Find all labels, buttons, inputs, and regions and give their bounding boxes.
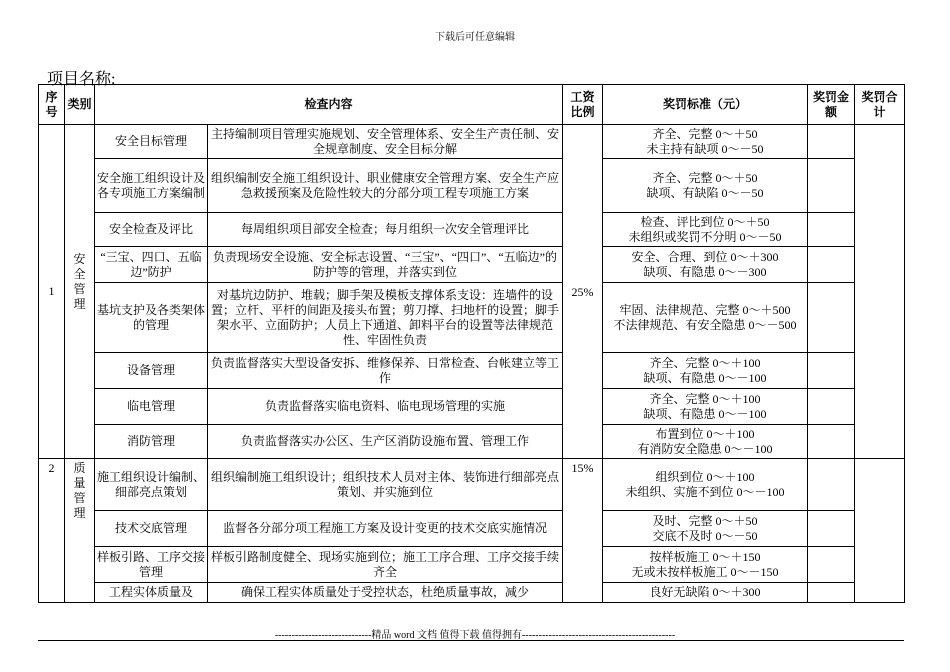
- header-ratio: 工资比例: [563, 85, 603, 125]
- item-cell: 临电管理: [95, 389, 208, 425]
- standard-cell: 安全、合理、到位 0～＋300 缺项、有隐患 0～－300: [603, 247, 808, 283]
- amount-cell: [808, 125, 855, 159]
- standard-cell: 及时、完整 0～＋50 交底不及时 0～－50: [603, 511, 808, 547]
- amount-cell: [808, 547, 855, 583]
- item-cell: 设备管理: [95, 353, 208, 389]
- standard-cell: 齐全、完整 0～＋50 缺项、有缺陷 0～－50: [603, 159, 808, 213]
- amount-cell: [808, 353, 855, 389]
- item-cell: 安全目标管理: [95, 125, 208, 159]
- standard-cell: 良好无缺陷 0～＋300: [603, 583, 808, 603]
- total-cell: [855, 459, 905, 603]
- table-row: [39, 353, 905, 389]
- table-row: [39, 125, 905, 159]
- content-cell: 样板引路制度健全、现场实施到位；施工工序合理、工序交接手续齐全: [208, 547, 563, 583]
- content-cell: 负责现场安全设施、安全标志设置、“三宝”、“四口”、“五临边”的防护等的管理，并落实到位: [208, 247, 563, 283]
- seq-cell: 1: [39, 125, 65, 459]
- content-cell: 负责监督落实临电资料、临电现场管理的实施: [208, 389, 563, 425]
- inspection-table: [38, 84, 905, 603]
- item-cell: 技术交底管理: [95, 511, 208, 547]
- item-cell: 工程实体质量及: [95, 583, 208, 603]
- item-cell: “三宝、四口、五临边”防护: [95, 247, 208, 283]
- header-seq: 序号: [39, 85, 65, 125]
- amount-cell: [808, 159, 855, 213]
- header-amount: 奖罚金额: [808, 85, 855, 125]
- content-cell: 每周组织项目部安全检查；每月组织一次安全管理评比: [208, 213, 563, 247]
- header-content: 检查内容: [95, 85, 563, 125]
- table-row: [39, 283, 905, 353]
- header-row: [39, 85, 905, 125]
- content-cell: 组织编制安全施工组织设计、职业健康安全管理方案、安全生产应急救援预案及危险性较大的分部分项工程专项施工方案: [208, 159, 563, 213]
- item-cell: 样板引路、工序交接管理: [95, 547, 208, 583]
- standard-cell: 齐全、完整 0～＋50 未主持有缺项 0～－50: [603, 125, 808, 159]
- table-row: [39, 511, 905, 547]
- table-row: [39, 583, 905, 603]
- table-row: [39, 459, 905, 511]
- standard-cell: 牢固、法律规范、完整 0～＋500 不法律规范、有安全隐患 0～－500: [603, 283, 808, 353]
- standard-cell: 齐全、完整 0～＋100 缺项、有隐患 0～－100: [603, 353, 808, 389]
- standard-cell: 按样板施工 0～＋150 无或未按样板施工 0～－150: [603, 547, 808, 583]
- table-row: [39, 425, 905, 459]
- content-cell: 组织编制施工组织设计；组织技术人员对主体、装饰进行细部亮点策划、并实施到位: [208, 459, 563, 511]
- table-row: [39, 547, 905, 583]
- header-standard: 奖罚标准（元）: [603, 85, 808, 125]
- content-cell: 负责监督落实办公区、生产区消防设施布置、管理工作: [208, 425, 563, 459]
- standard-cell: 组织到位 0～＋100 未组织、实施不到位 0～－100: [603, 459, 808, 511]
- table-row: [39, 247, 905, 283]
- content-cell: 监督各分部分项工程施工方案及设计变更的技术交底实施情况: [208, 511, 563, 547]
- header-note: 下载后可任意编辑: [435, 32, 515, 43]
- content-cell: 负责监督落实大型设备安拆、维修保养、日常检查、台帐建立等工作: [208, 353, 563, 389]
- amount-cell: [808, 583, 855, 603]
- standard-cell: 检查、评比到位 0～＋50 未组织或奖罚不分明 0～－50: [603, 213, 808, 247]
- content-cell: 确保工程实体质量处于受控状态，杜绝质量事故，减少: [208, 583, 563, 603]
- amount-cell: [808, 459, 855, 511]
- item-cell: 施工组织设计编制、细部亮点策划: [95, 459, 208, 511]
- footer-text: -----------------------------精品 word 文档 值得下载 值得拥有----------------------------------------------: [274, 630, 676, 641]
- ratio-cell: 25%: [563, 125, 603, 459]
- amount-cell: [808, 247, 855, 283]
- item-cell: 安全检查及评比: [95, 213, 208, 247]
- header-total: 奖罚合计: [855, 85, 905, 125]
- item-cell: 消防管理: [95, 425, 208, 459]
- table-row: [39, 159, 905, 213]
- amount-cell: [808, 425, 855, 459]
- project-name-label: 项目名称:: [47, 71, 116, 88]
- seq-cell: 2: [39, 459, 65, 603]
- total-cell: [855, 125, 905, 459]
- ratio-cell: 15%: [563, 459, 603, 603]
- content-cell: 主持编制项目管理实施规划、安全管理体系、安全生产责任制、安全规章制度、安全目标分解: [208, 125, 563, 159]
- amount-cell: [808, 283, 855, 353]
- item-cell: 基坑支护及各类架体的管理: [95, 283, 208, 353]
- amount-cell: [808, 389, 855, 425]
- category-cell: 质量管理: [65, 459, 95, 603]
- standard-cell: 布置到位 0～＋100 有消防安全隐患 0～－100: [603, 425, 808, 459]
- header-category: 类别: [65, 85, 95, 125]
- standard-cell: 齐全、完整 0～＋100 缺项、有隐患 0～－100: [603, 389, 808, 425]
- amount-cell: [808, 511, 855, 547]
- footer-divider: [38, 640, 904, 641]
- category-cell: 安全管理: [65, 125, 95, 459]
- table-row: [39, 389, 905, 425]
- content-cell: 对基坑边防护、堆载；脚手架及模板支撑体系支设：连墙件的设置；立杆、平杆的间距及接头布置；剪刀撑、扫地杆的设置；脚手架水平、立面防护；人员上下通道、卸料平台的设置等法律规范性、牢固性负责: [208, 283, 563, 353]
- amount-cell: [808, 213, 855, 247]
- item-cell: 安全施工组织设计及各专项施工方案编制: [95, 159, 208, 213]
- table-row: [39, 213, 905, 247]
